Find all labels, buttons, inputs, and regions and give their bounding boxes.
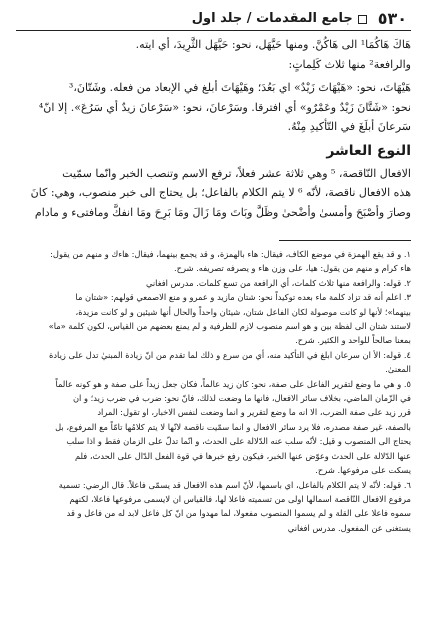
text-line: وصارَ وأصْبَحَ وأمسىٰ وأضْحىٰ وظَلَّ وبَاتَ ومَا زَالَ ومَا بَرِحَ ومَا انفكَّ ومافتىء و مادام: [34, 205, 411, 219]
footnote-line: هاء كرام و منهم من يقول: هيا، على وزن هاء و يصرفه تصريفه. شرح.: [173, 263, 411, 274]
footnote-line: بمعنا صالحاً للواحد و الكثير. شرح.: [295, 335, 411, 346]
footnote-line: المعنىٰ.: [385, 364, 411, 375]
footnote-line: ٣. اعلم أنه قد تزاد كلمة ماء بعده توكيداً نحو: شتان مازيد و عمرو و منع الاصمعي قولهم: «شتان ما: [75, 292, 411, 303]
page-number: ٥٣٠: [377, 9, 407, 28]
text-line: سَرعانَ أبلَغَ في التّأكيدِ مِنْهُ.: [287, 120, 411, 133]
footnote-line: ٢. قوله: والرافعة منها ثلاث كلمات، أي الرافعة من تسع كلمات. مدرس افغاني: [145, 277, 411, 288]
text-line: هذه الافعال ناقصة، لأنّه ⁶ لا يتم الكلام بالفاعل؛ بل يحتاج الى خبر منصوب، وهي: كانَ: [30, 186, 411, 199]
footnote-line: يستغنى عن المفعول. مدرس افغاني: [287, 522, 411, 533]
section-heading: النوع العاشر: [326, 142, 411, 159]
footnote-line: ٥. و هي ما وضع لتقرير الفاعل على صفة، نحو: كان زيد عالماً، فكان جعل زيداً على صفة و هو كونه عالماً: [55, 378, 411, 389]
footnote-line: سموه فاعلا على القلة و لم يسموا المنصوب مفعولا، لما مهدوا من انّ كل فاعل لابد له من فاعل و قد: [66, 508, 411, 519]
footnote-line: يحتاج الى المنصوب و قيل: لأنّه سلب عنه الدّلالة على الحدث، و انّما تدلّ على الزمان فقط و اذا سلب: [66, 436, 411, 447]
text-line: نحو: «شَتَّانَ زَيْدٌ وعَمْرٌو» أي افترقا. وسَرْعانَ، نحو: «سَرْعانَ زيدٌ أي سَرُعَ». إلا انّ⁴: [38, 100, 411, 114]
footnote-line: مرفوع الافعال النّاقصة اسمالها اولى من تسميته فاعلا لها، فالقياس ان لايسمى مرفوعها فاعلا، لكنهم: [69, 493, 411, 504]
footnote-line: يسكت على مرفوعها. شرح.: [315, 465, 411, 476]
footnote-line: ٤. قوله: الأ ان سرعان ابلغ في التأكيد منه، أي من سرع و ذلك لما تقدم من انّ زيادة المبنيٰ تدل على زيادة: [49, 349, 411, 360]
text-line: هَيْهَاتَ، نحو: «هَيْهَاتَ زَيْدٌ» اي بَعُدَ؛ وهَيْهَاتَ أبلغ في الإبعاد من فعله. وشَتّانَ،³: [68, 81, 411, 94]
footnote-line: ٦. قوله: لأنّه لا يتم الكلام بالفاعل، اي باسمها، لأنّ اسم هذه الافعال قد يسمّى فاعلاً. قال الرضي: تسمية: [58, 479, 411, 490]
footnote-line: قرر زيد على صفة الضرب، الا انه ما وضع لتقرير و انما وضعت لنفس الاخبار، او تقول: المراد: [97, 407, 411, 418]
text-line: الافعال النّاقصة، ⁵ وهي ثلاثة عشر فعلاً، ترفع الاسم وتنصب الخبر وانّما سمّيت: [62, 166, 411, 180]
footnote-line: بينهما»؛ لأنها لو كانت موصولة لكان الفاعل شتان، شيئان واحداً والحال أنها شيئين و لو كانت مزيدة،: [75, 306, 411, 317]
footnote-line: في الزّمان الماضي، بخلاف سائر الافعال، فانها ما وضعت لذلك، فانّ نحو: ضرب في ضرب زيد؛ و ان: [72, 393, 411, 404]
text-line: والرافعة² منها ثلاث كَلِماتٍ:: [288, 57, 411, 71]
running-title: جامع المقدمات / جلد اول: [191, 11, 353, 26]
main-text: [16, 35, 411, 222]
square-bullet-icon: [358, 15, 367, 24]
footnote-rule: [279, 240, 411, 241]
page-header: [16, 10, 411, 28]
footnotes: [16, 247, 411, 535]
footnote-line: ١. و قد يقع الهمزة في موضع الكاف، فيقال: هاء بالهمزة، و قد يجمع بينهما، فيقال: هاءك و منهم من يقول:: [50, 249, 411, 259]
footnote-line: بالصفة، غير صفة مصدره، فلا يرد سائر الافعال و انما سمّيت ناقصة لانّها لا يتم كلامُها تامّاً مع المرفوع، بل: [55, 421, 411, 432]
text-line: هَاكَ هَاكُمَا¹ الى هَاكُنَّ. ومنها حَيَّهَل، نحو: حَيَّهَل الثَّرِيدَ، أي ايته.: [135, 38, 411, 51]
footnote-line: لاستند شتان الى لفظة بين و هو اسم منصوب لازم للظرفية و لم يمنع بعضهم من القياس، لكون كلمة «ما»: [48, 321, 411, 332]
header-rule: [16, 30, 411, 31]
footnote-line: عنها الدّلالة على الحدث وعوّض عنها الخبر، فيكون رفع خبرها في قوة الفعل الدّال على الحدث، فلم: [74, 450, 411, 461]
